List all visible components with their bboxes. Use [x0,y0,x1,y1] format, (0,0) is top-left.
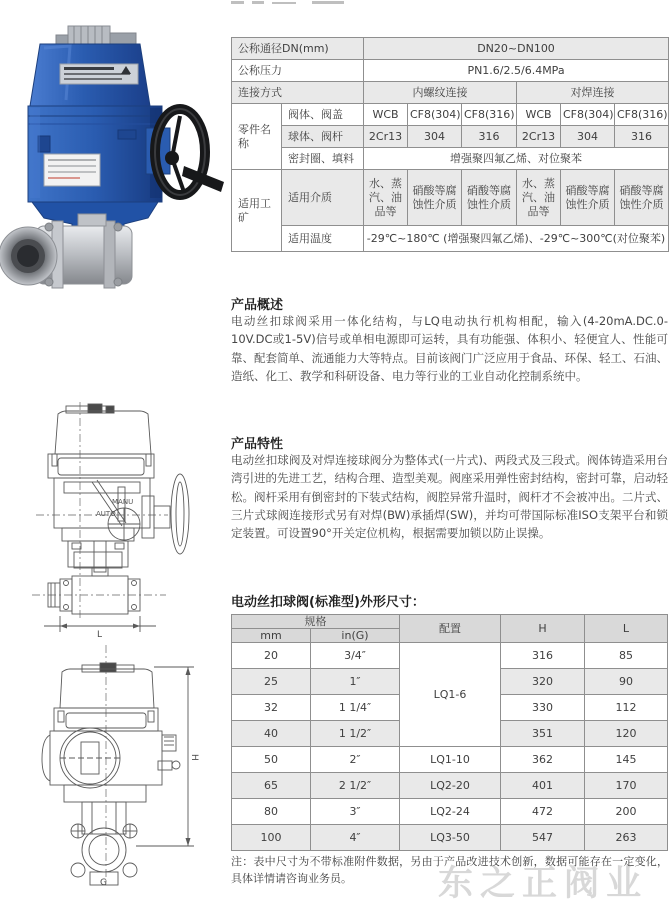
spec-ball-value: 2Cr13 [364,126,408,148]
dim-l: 145 [585,747,668,773]
dim-mm: 50 [232,747,311,773]
spec-seal-value: 增强聚四氟乙烯、对位聚苯 [364,148,669,170]
dim-h: 320 [501,669,585,695]
dimension-g-label: G [100,878,107,888]
dim-l: 112 [585,695,668,721]
dim-mm: 32 [232,695,311,721]
spec-body-value: CF8(316) [615,104,669,126]
table-row [232,643,668,669]
dim-h: 547 [501,825,585,851]
table-row [232,799,668,825]
spec-body-value: CF8(304) [408,104,462,126]
front-view-svg [8,392,224,638]
table-row [232,825,668,851]
dim-h: 351 [501,721,585,747]
dim-l: 85 [585,643,668,669]
features-paragraph: 电动丝扣球阀及对焊连接球阀分为整体式(一片式)、两段式及三段式。阀体铸造采用台湾引进的先进工艺，结构合理、造型美观。阀座采用弹性密封结构，密封可靠，启动轻松。阀杆采用有倒密封的下装式结构，阀腔异常升温时，阀杆才不会被冲出。二片式、三片式球阀连接形式另有对焊(BW)承插焊(SW)，并均可带国际标准ISO支架平台和锁定装置。可设置90°开关定位机构，根据需要加锁以防止误操。 [231,453,668,541]
dim-config: LQ2-20 [400,773,501,799]
spec-medium-value: 硝酸等腐蚀性介质 [408,170,462,226]
dim-inch: 1 1/2″ [311,721,400,747]
spec-seal-label: 密封圈、填料 [282,148,364,170]
spec-dn-value: DN20~DN100 [364,38,669,60]
dimensions-table [231,614,668,851]
dim-l: 170 [585,773,668,799]
table-row [232,773,668,799]
manu-label: MANU [112,498,134,506]
dim-l: 200 [585,799,668,825]
dim-l: 263 [585,825,668,851]
cropped-header-remnant [272,2,296,4]
dim-mm: 80 [232,799,311,825]
valve-photo-illustration [0,20,230,312]
spec-ball-value: 304 [561,126,615,148]
dim-inch: 3/4″ [311,643,400,669]
dim-h: 316 [501,643,585,669]
spec-medium-value: 硝酸等腐蚀性介质 [615,170,669,226]
cropped-header-remnant [252,1,264,4]
dim-header-h: H [501,615,585,643]
dim-l: 120 [585,721,668,747]
spec-medium-value: 硝酸等腐蚀性介质 [462,170,517,226]
nameplate-label [44,154,100,186]
spec-ball-value: 2Cr13 [517,126,561,148]
dim-header-mm: mm [232,629,311,643]
dim-mm: 40 [232,721,311,747]
dim-h: 330 [501,695,585,721]
spec-medium-value: 水、蒸汽、油品等 [517,170,561,226]
dim-header-spec: 规格 [232,615,400,629]
overview-paragraph: 电动丝扣球阀采用一体化结构，与LQ电动执行机构相配，输入(4-20mA.DC.0-10V.DC或1-5V)信号或单相电源即可运转，具有功能强、体积小、轻便宜人、性能可靠、配套简单、流通能力大等特点。目前该阀门广泛应用于食品、环保、轻工、石油、造纸、化工、教学和科研设备、电力等行业的工业自动化控制系统中。 [231,314,668,383]
spec-medium-value: 水、蒸汽、油品等 [364,170,408,226]
actuator-body [28,106,162,202]
spec-ball-value: 316 [462,126,517,148]
dimensions-note: 注：表中尺寸为不带标准附件数据，另由于产品改进技术创新，数据可能存在一定变化，具体详情请咨询业务员。 [231,855,668,885]
dim-mm: 20 [232,643,311,669]
spec-connection-thread: 内螺纹连接 [364,82,517,104]
dim-h: 401 [501,773,585,799]
spec-connection-label: 连接方式 [232,82,364,104]
ball-valve-body [0,214,132,288]
overview-heading: 产品概述 [231,298,284,313]
dim-inch: 3″ [311,799,400,825]
auto-label: AUTO [96,510,116,518]
spec-service-label: 适用工矿 [232,170,282,252]
spec-pn-label: 公称压力 [232,60,364,82]
spec-table [231,37,669,252]
dim-h: 472 [501,799,585,825]
side-view-svg [8,643,224,889]
dim-inch: 1 1/4″ [311,695,400,721]
spec-body-value: WCB [517,104,561,126]
spec-ball-label: 球体、阀杆 [282,126,364,148]
dim-inch: 4″ [311,825,400,851]
spec-body-value: CF8(304) [561,104,615,126]
spec-body-value: WCB [364,104,408,126]
spec-body-value: CF8(316) [462,104,517,126]
side-view-drawing [8,643,224,889]
dim-config: LQ3-50 [400,825,501,851]
handwheel [146,109,224,195]
dim-header-config: 配置 [400,615,501,643]
dim-inch: 2″ [311,747,400,773]
spec-ball-value: 316 [615,126,669,148]
spec-connection-weld: 对焊连接 [517,82,669,104]
spec-pn-value: PN1.6/2.5/6.4MPa [364,60,669,82]
dim-inch: 2 1/2″ [311,773,400,799]
dimension-l-label: L [97,630,103,638]
spec-dn-label: 公称通径DN(mm) [232,38,364,60]
actuator-cap [30,44,150,106]
dim-l: 90 [585,669,668,695]
spec-medium-label: 适用介质 [282,170,364,226]
dim-mm: 100 [232,825,311,851]
cropped-header-remnant [231,1,244,4]
dim-config: LQ2-24 [400,799,501,825]
dim-header-l: L [585,615,668,643]
front-view-drawing [8,392,224,638]
dim-config: LQ1-10 [400,747,501,773]
spec-temp-value: -29℃~180℃ (增强聚四氟乙烯)、-29℃~300℃(对位聚苯) [364,226,669,252]
dim-config-group: LQ1-6 [400,643,501,747]
dimension-h-label: H [189,754,199,761]
dim-mm: 25 [232,669,311,695]
product-photo [0,20,230,312]
table-row [232,747,668,773]
dim-header-inch: in(G) [311,629,400,643]
dimensions-title: 电动丝扣球阀(标准型)外形尺寸： [231,595,425,610]
spec-temp-label: 适用温度 [282,226,364,252]
spec-parts-label: 零件名称 [232,104,282,170]
dim-mm: 65 [232,773,311,799]
actuator-top-connector [56,26,136,44]
dim-h: 362 [501,747,585,773]
spec-medium-value: 硝酸等腐蚀性介质 [561,170,615,226]
spec-body-label: 阀体、阀盖 [282,104,364,126]
spec-ball-value: 304 [408,126,462,148]
features-heading: 产品特性 [231,437,284,452]
watermark: 东之正阀业 [438,864,649,904]
cropped-header-remnant [312,1,344,4]
dim-inch: 1″ [311,669,400,695]
